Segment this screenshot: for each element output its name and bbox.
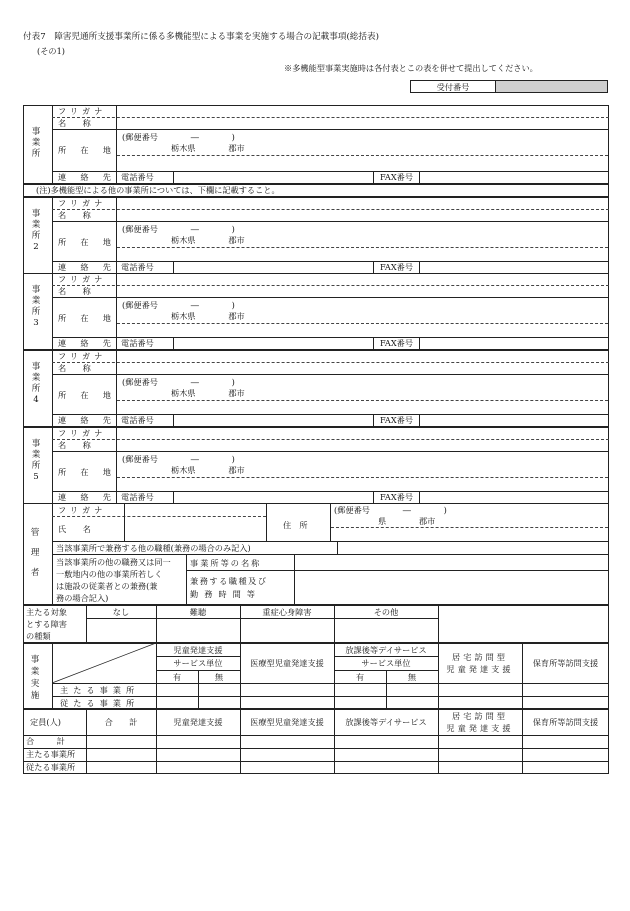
capacity-main-after-school-field[interactable] [335,749,437,760]
svc-main-child-no[interactable] [199,684,239,695]
office-furigana-label: フリガナ [58,428,107,438]
capacity-sub-after-school-field[interactable] [335,762,437,773]
svc-home-visit-2: 児童発達支援 [446,664,514,674]
manager-name-label: 氏 名 [58,524,91,534]
office-fax-label: FAX番号 [379,172,414,182]
capacity-total-total-field[interactable] [87,736,155,747]
manager-address-label: 住 所 [283,520,308,530]
office-name-label: 名 称 [58,286,91,296]
disability-label-3: の種類 [26,631,51,641]
office-label: 事 業 所 4 [31,362,41,405]
office-tel-label: 電話番号 [121,415,154,425]
svc-child-dev: 児童発達支援 [173,645,223,655]
svc-sub-medical[interactable] [241,697,333,708]
office-fax-label: FAX番号 [379,262,414,272]
form-subtitle: (その1) [37,46,65,56]
office-tel-label: 電話番号 [121,338,154,348]
capacity-main-home-visit-field[interactable] [439,749,521,760]
manager-concurrent-job-1: 兼務する職種及び [190,576,268,586]
office-address-label: 所 在 地 [58,467,114,477]
capacity-sub-home-visit-field[interactable] [439,762,521,773]
svc-main-child-yes[interactable] [157,684,197,695]
svc-main-after-no[interactable] [387,684,437,695]
manager-concurrent-job-2: 勤務時間等 [190,589,261,599]
office-postal: (郵便番号 ― ) [122,224,235,234]
office-fax-label: FAX番号 [379,338,414,348]
office-tel-label: 電話番号 [121,172,154,182]
capacity-col-total: 合 計 [104,717,138,727]
form-title: 付表7 障害児通所支援事業所に係る多機能型による事業を実施する場合の記載事項(総括表) [23,32,379,42]
svc-sub-home-visit[interactable] [439,697,521,708]
office-tel-label: 電話番号 [121,492,154,502]
office-name-label: 名 称 [58,440,91,450]
capacity-total-after-school-field[interactable] [335,736,437,747]
manager-postal: (郵便番号 ― ) [334,505,447,515]
svc-sub-after-yes[interactable] [335,697,385,708]
svc-child-dev-unit: サービス単位 [173,658,223,668]
svc-child-dev-no: 無 [214,672,224,682]
caution-note: (注)多機能型による他の事業所については、下欄に記載すること。 [36,185,280,195]
manager-other-job-3: は施設の従業者との兼務(兼 [56,581,158,591]
office-furigana-label: フリガナ [58,274,107,284]
svc-main-home-visit[interactable] [439,684,521,695]
manager-concurrent-label: 当該事業所で兼務する他の職種(兼務の場合のみ記入) [56,543,251,553]
office-contact-label: 連 絡 先 [58,415,114,425]
capacity-main-child-dev-field[interactable] [157,749,239,760]
disability-deaf: 難聴 [189,607,207,617]
disability-other: その他 [373,607,399,617]
office-pref-city: 栃木県 郡市 [171,465,245,475]
capacity-col-medical: 医療型児童発達支援 [250,717,324,727]
office-fax-label: FAX番号 [379,415,414,425]
svc-after-school-unit: サービス単位 [361,658,411,668]
office-tel-label: 電話番号 [121,262,154,272]
office-contact-label: 連 絡 先 [58,492,114,502]
office-pref-city: 栃木県 郡市 [171,235,245,245]
office-address-label: 所 在 地 [58,237,114,247]
manager-label: 管 理 者 [30,528,40,578]
office-postal: (郵便番号 ― ) [122,300,235,310]
office-pref-city: 栃木県 郡市 [171,388,245,398]
svc-after-school: 放課後等デイサービス [345,645,427,655]
receipt-number-label: 受付番号 [410,80,496,93]
capacity-sub-nursery-field[interactable] [523,762,608,773]
office-contact-label: 連 絡 先 [58,262,114,272]
svc-after-school-yes: 有 [355,672,365,682]
capacity-total-home-visit-field[interactable] [439,736,521,747]
svc-main-nursery[interactable] [523,684,608,695]
capacity-col-after-school: 放課後等デイサービス [345,717,427,727]
capacity-sub-child-dev-field[interactable] [157,762,239,773]
capacity-col-child-dev: 児童発達支援 [173,717,223,727]
svc-main-medical[interactable] [241,684,333,695]
svc-nursery: 保育所等訪問支援 [532,658,599,668]
capacity-main-total-field[interactable] [87,749,155,760]
svc-sub-office: 従たる事業所 [60,698,140,708]
services-label: 事 業 実 施 [30,655,40,701]
office-name-label: 名 称 [58,118,91,128]
capacity-total-medical-field[interactable] [241,736,333,747]
office-pref-city: 栃木県 郡市 [171,143,245,153]
office-postal: (郵便番号 ― ) [122,377,235,387]
capacity-label: 定員(人) [30,717,61,727]
svc-after-school-no: 無 [407,672,417,682]
office-address-label: 所 在 地 [58,390,114,400]
svc-main-office: 主たる事業所 [60,685,140,695]
office-label: 事 業 所 3 [31,285,41,328]
manager-other-job-4: 務の場合記入) [56,593,109,603]
office-label: 事 業 所 [31,127,41,159]
office-label: 事 業 所 2 [31,209,41,252]
svc-sub-after-no[interactable] [387,697,437,708]
disability-label-2: とする障害 [26,619,67,629]
office-address-label: 所 在 地 [58,145,114,155]
manager-furigana-label: フリガナ [58,505,107,515]
capacity-col-home-visit-1: 居宅訪問型 [452,711,508,721]
svc-home-visit-1: 居宅訪問型 [452,652,508,662]
capacity-row-main: 主たる事業所 [26,749,76,759]
disability-severe: 重症心身障害 [262,607,312,617]
capacity-col-home-visit-2: 児童発達支援 [446,723,514,733]
office-pref-city: 栃木県 郡市 [171,311,245,321]
office-postal: (郵便番号 ― ) [122,454,235,464]
office-address-label: 所 在 地 [58,313,114,323]
capacity-row-total: 合 計 [26,736,67,746]
submission-note: ※多機能型事業実施時は各付表とこの表を併せて提出してください。 [284,63,538,73]
capacity-total-child-dev-field[interactable] [157,736,239,747]
office-name-label: 名 称 [58,363,91,373]
svc-sub-child-yes[interactable] [157,697,197,708]
office-fax-label: FAX番号 [379,492,414,502]
svc-main-after-yes[interactable] [335,684,385,695]
disability-label-1: 主たる対象 [26,607,67,617]
capacity-sub-medical-field[interactable] [241,762,333,773]
svc-child-dev-yes: 有 [172,672,182,682]
capacity-main-nursery-field[interactable] [523,749,608,760]
office-furigana-label: フリガナ [58,351,107,361]
capacity-total-nursery-field[interactable] [523,736,608,747]
office-furigana-label: フリガナ [58,106,107,116]
svc-sub-nursery[interactable] [523,697,608,708]
office-label: 事 業 所 5 [31,439,41,482]
capacity-row-sub: 従たる事業所 [26,762,76,772]
capacity-col-nursery: 保育所等訪問支援 [532,717,599,727]
manager-other-job-2: 一敷地内の他の事業所若しく [56,569,163,579]
manager-pref-city: 県 郡市 [378,516,436,526]
disability-none: なし [112,607,130,617]
office-postal: (郵便番号 ― ) [122,132,235,142]
manager-facility-name-label: 事業所等の名称 [190,558,262,568]
office-name-label: 名 称 [58,210,91,220]
office-contact-label: 連 絡 先 [58,338,114,348]
office-contact-label: 連 絡 先 [58,172,114,182]
svc-medical: 医療型児童発達支援 [250,658,324,668]
svc-sub-child-no[interactable] [199,697,239,708]
capacity-sub-total-field[interactable] [87,762,155,773]
capacity-main-medical-field[interactable] [241,749,333,760]
manager-other-job-1: 当該事業所の他の職務又は同一 [56,557,171,567]
office-furigana-label: フリガナ [58,198,107,208]
